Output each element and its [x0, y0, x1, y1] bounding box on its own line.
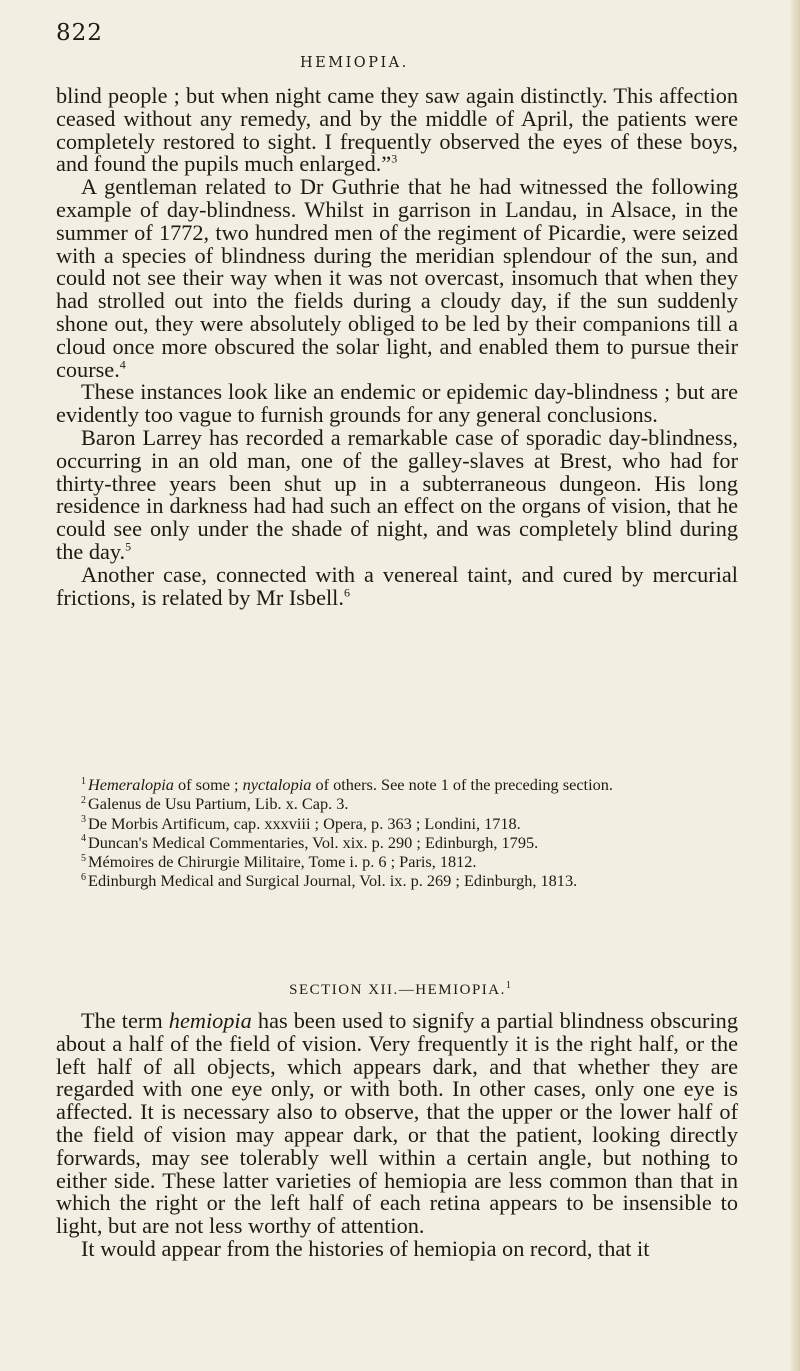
footnote-ref: 6: [343, 585, 350, 600]
paragraph: A gentleman related to Dr Guthrie that he had witnessed the following example of day-blindness. Whilst in garrison in Landau, in Alsace, in the summer of 1772, two hundred men of the regiment of Picardie, were seized with a species of blindness during the meridian splendour of the sun, and could not see their way when it was not overcast, insomuch that when they had strolled out into the fields during a cloudy day, if the sun suddenly shone out, they were absolutely obliged to be led by their companions till a cloud once more obscured the solar light, and enabled them to pursue their course.$^4$: [56, 174, 738, 382]
footnote: $^3$ De Morbis Artificum, cap. xxxviii ; Opera, p. 363 ; Londini, 1718.: [81, 813, 521, 833]
page-header: [0, 20, 800, 71]
page-edge-shadow: [790, 0, 800, 1371]
footnote: $^4$ Duncan's Medical Commentaries, Vol. xix. p. 290 ; Edinburgh, 1795.: [81, 832, 539, 852]
footnotes: [56, 775, 746, 891]
paragraph: Another case, connected with a venereal taint, and cured by mercurial frictions, is related by Mr Isbell.$^6$: [56, 561, 738, 610]
footnote: $^5$ Mémoires de Chirurgie Militaire, Tome i. p. 6 ; Paris, 1812.: [81, 852, 477, 872]
footnote-ref: 1: [505, 980, 511, 991]
main-text: [56, 85, 738, 609]
footnote: $^1$ Hemeralopia of some ; nyctalopia of others. See note 1 of the preceding section.: [81, 775, 613, 794]
italic-term: hemiopia: [168, 1008, 252, 1033]
section-text: [56, 1010, 738, 1261]
paragraph: The term hemiopia has been used to signify a partial blindness obscuring about a half of the field of vision. Very frequently it is the right half, or the left half of all objects, which appears dark, and that whether they are regarded with one eye only, or with both. In other cases, only one eye is affected. It is necessary also to observe, that the upper or the lower half of the field of vision may appear dark, or that the patient, looking directly forwards, may see tolerably well within a certain angle, but nothing to either side. These latter varieties of hemiopia are less common than that in which the right or the left half of each retina appears to be insensible to light, but are not less worthy of attention.: [56, 1008, 738, 1239]
running-head: HEMIOPIA.: [300, 55, 409, 71]
footnote: $^2$ Galenus de Usu Partium, Lib. x. Cap. 3.: [81, 794, 349, 814]
footnote-ref: 4: [119, 357, 126, 372]
footnote-ref: 5: [125, 539, 132, 554]
footnote: $^6$ Edinburgh Medical and Surgical Journal, Vol. ix. p. 269 ; Edinburgh, 1813.: [81, 871, 578, 891]
page-number: 822: [56, 20, 103, 46]
footnote-ref: 3: [391, 151, 398, 166]
paragraph: Baron Larrey has recorded a remarkable case of sporadic day-blindness, occurring in an old man, one of the galley-slaves at Brest, who had for thirty-three years been shut up in a subterraneous dungeon. His long residence in darkness had had such an effect on the organs of vision, that he could see only under the shade of night, and was completely blind during the day.$^5$: [56, 424, 738, 564]
section-heading: SECTION XII.—HEMIOPIA.$^1$: [289, 980, 511, 998]
paragraph: These instances look like an endemic or epidemic day-blindness ; but are evidently too vague to furnish grounds for any general conclusions.: [56, 379, 738, 428]
paragraph: blind people ; but when night came they saw again distinctly. This affection ceased without any remedy, and by the middle of April, the patients were completely restored to sight. I frequently observed the eyes of these boys, and found the pupils much enlarged.”$^3$: [56, 83, 738, 177]
paragraph: It would appear from the histories of hemiopia on record, that it: [81, 1235, 650, 1261]
